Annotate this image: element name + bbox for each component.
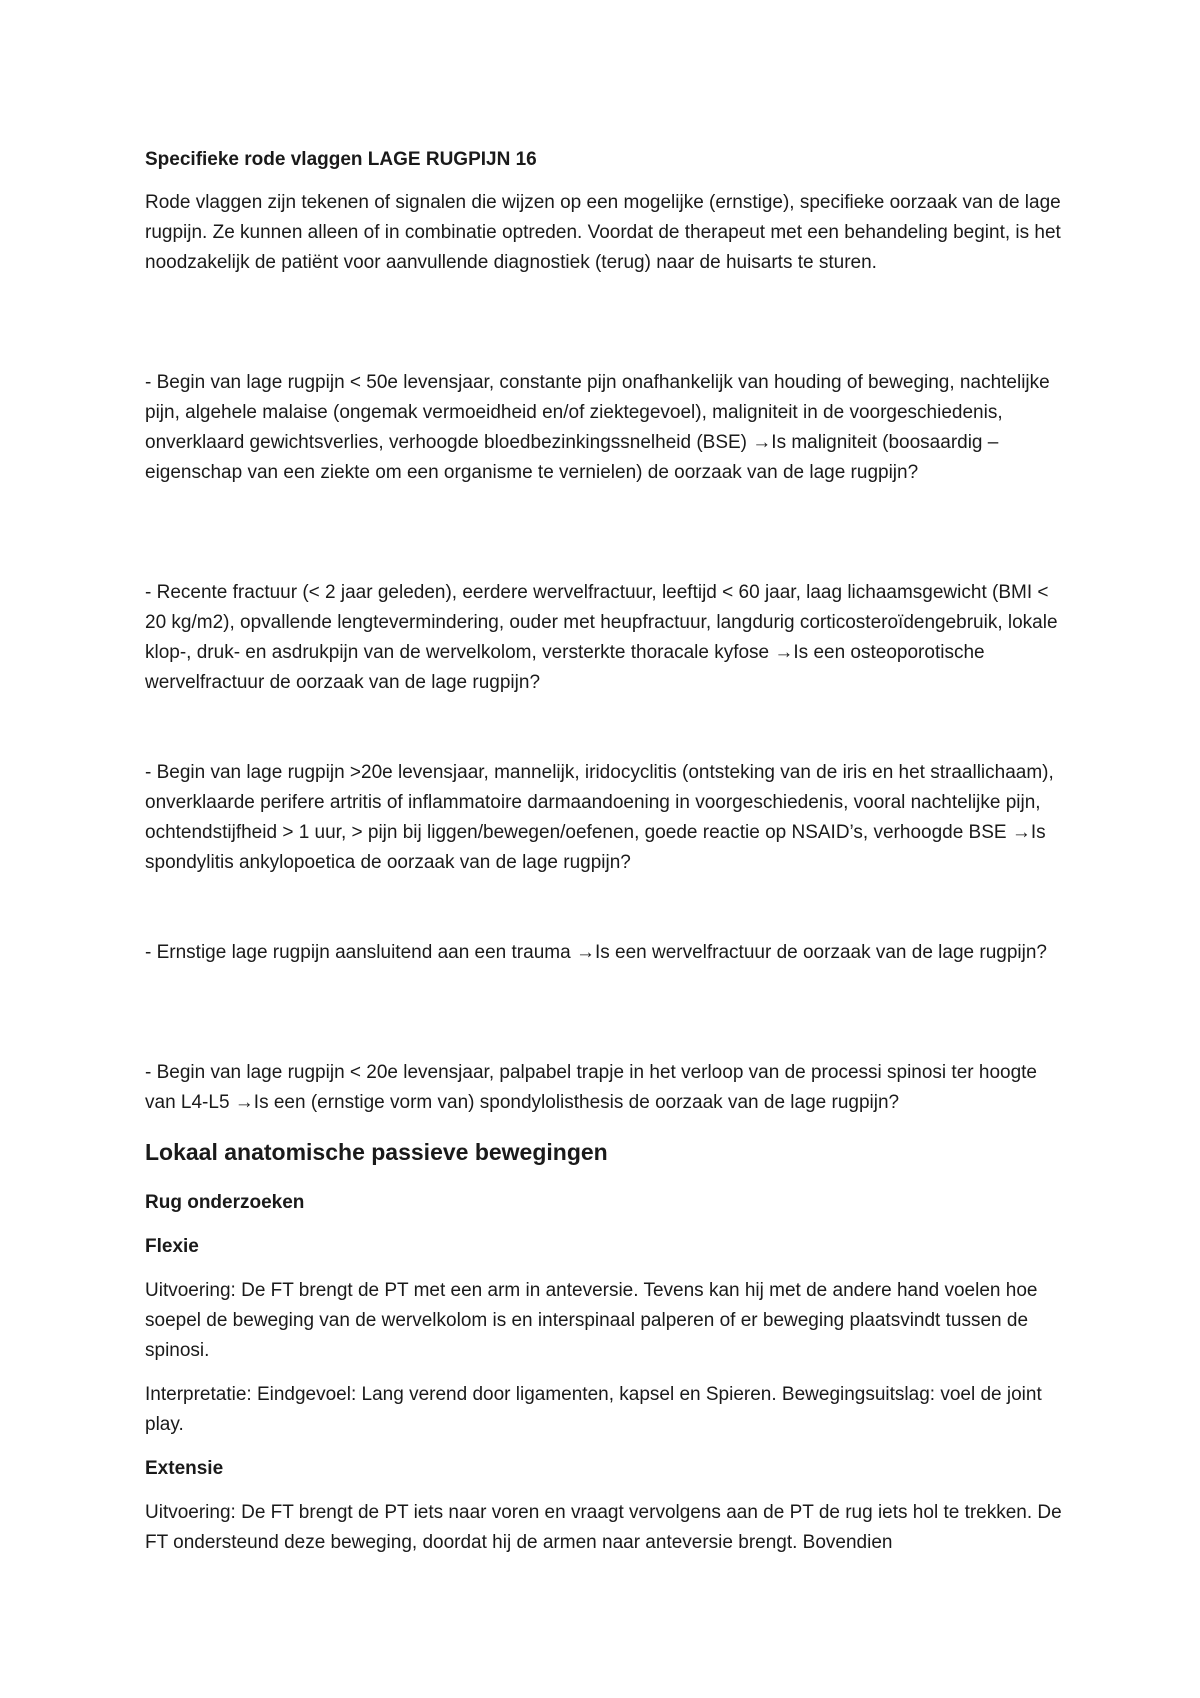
red-flag-spondylitis: - Begin van lage rugpijn >20e levensjaar, mannelijk, iridocyclitis (ontsteking van de iris en het straallichaam), onverklaarde perifere artritis of inflammatoire darmaandoening in voorgeschiedenis, vooral nachtelijke pijn, ochtendstijfheid > 1 uur, > pijn bij liggen/bewegen/oefenen, goede reactie op NSAID’s, verhoogde BSE →Is spondylitis ankylopoetica de oorzaak van de lage rugpijn? — [145, 762, 1054, 873]
red-flag-osteoporotic-fracture: - Recente fractuur (< 2 jaar geleden), eerdere wervelfractuur, leeftijd < 60 jaar, laag lichaamsgewicht (BMI < 20 kg/m2), opvallende lengtevermindering, ouder met heupfractuur, langdurig corticosteroïdengebruik, lokale klop-, druk- en asdrukpijn van de wervelkolom, versterkte thoracale kyfose →Is een osteoporotische wervelfractuur de oorzaak van de lage rugpijn? — [145, 582, 1058, 693]
red-flag-trauma-fracture: - Ernstige lage rugpijn aansluitend aan een trauma →Is een wervelfractuur de oorzaak van de lage rugpijn? — [145, 942, 1047, 963]
flexie-uitvoering: Uitvoering: De FT brengt de PT met een arm in anteversie. Tevens kan hij met de andere hand voelen hoe soepel de beweging van de wervelkolom is en interspinaal palperen of er beweging plaatsvindt tussen de spinosi. — [145, 1280, 1038, 1361]
intro-paragraph: Rode vlaggen zijn tekenen of signalen die wijzen op een mogelijke (ernstige), specifieke oorzaak van de lage rugpijn. Ze kunnen alleen of in combinatie optreden. Voordat de therapeut met een behandeling begint, is het noodzakelijk de patiënt voor aanvullende diagnostiek (terug) naar de huisarts te sturen. — [145, 192, 1061, 273]
section-heading: Lokaal anatomische passieve bewegingen — [145, 1139, 608, 1165]
flexie-heading: Flexie — [145, 1236, 199, 1257]
document-title: Specifieke rode vlaggen LAGE RUGPIJN 16 — [145, 149, 537, 170]
subheading-rug-onderzoeken: Rug onderzoeken — [145, 1192, 305, 1213]
red-flag-malignity: - Begin van lage rugpijn < 50e levensjaar, constante pijn onafhankelijk van houding of beweging, nachtelijke pijn, algehele malaise (ongemak vermoeidheid en/of ziektegevoel), maligniteit in de voorgeschiedenis, onverklaard gewichtsverlies, verhoogde bloedbezinkingssnelheid (BSE) →Is maligniteit (boosaardig – eigenschap van een ziekte om een organisme te vernielen) de oorzaak van de lage rugpijn? — [145, 372, 1050, 483]
flexie-interpretatie: Interpretatie: Eindgevoel: Lang verend door ligamenten, kapsel en Spieren. Bewegingsuitslag: voel de joint play. — [145, 1384, 1042, 1435]
red-flag-spondylolisthesis: - Begin van lage rugpijn < 20e levensjaar, palpabel trapje in het verloop van de processi spinosi ter hoogte van L4-L5 →Is een (ernstige vorm van) spondylolisthesis de oorzaak van de lage rugpijn? — [145, 1062, 1037, 1113]
extensie-heading: Extensie — [145, 1458, 224, 1479]
extensie-uitvoering: Uitvoering: De FT brengt de PT iets naar voren en vraagt vervolgens aan de PT de rug iets hol te trekken. De FT ondersteund deze beweging, doordat hij de armen naar anteversie brengt. Bovendien — [145, 1502, 1062, 1553]
